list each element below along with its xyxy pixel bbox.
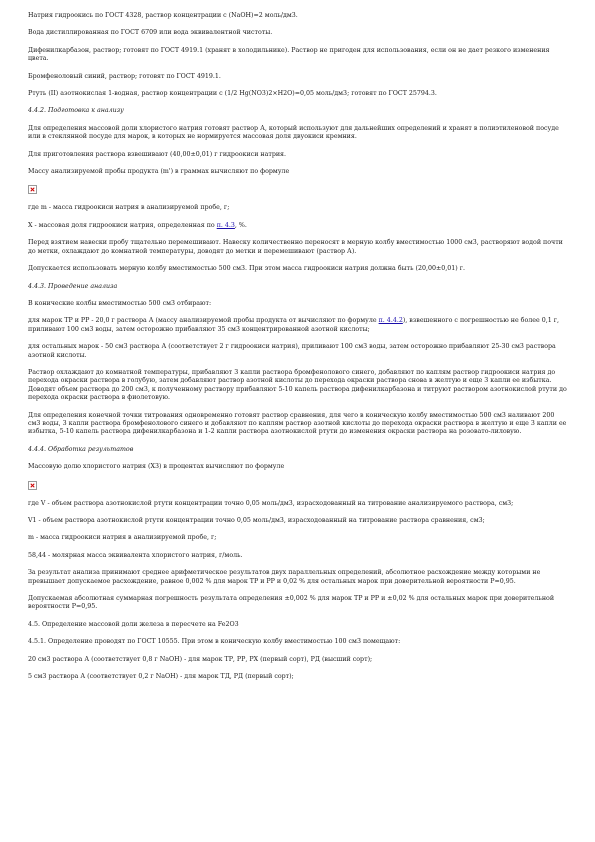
text-span: , %.: [234, 221, 247, 229]
paragraph-titration: Раствор охлаждают до комнатной температуры, прибавляют 3 капли раствора бромфенолового синего, добавляют по каплям раствор гидроокиси натрия до перехода окраски раствора в голубую, затем добавляют раствор азотной кислоты до перехода окраски раствора снова в желтую и еще 3 капли ее избытка. Доводят объем раствора до 200 см3, к полученному раствору прибавляют 5-10 капель раствора дифенилкарбазона и титруют раствором азотнокислой ртути до перехода окраски раствора в фиолетовую.: [28, 368, 567, 402]
section-heading-4-5: 4.5. Определение массовой доли железа в пересчете на Fe2O3: [28, 620, 239, 628]
text-span: для марок ТР и РР - 20,0 г раствора А (массу анализируемой пробы продукта от вычисляют по формуле: [28, 317, 379, 325]
paragraph-where-x: [28, 222, 567, 230]
paragraph-reagent-bromophenol: Бромфеноловый синий, раствор; готовят по ГОСТ 4919.1.: [28, 72, 221, 80]
formula-image-icon: [28, 185, 37, 194]
section-heading-4-4-2: 4.4.2. Подготовка к анализу: [28, 107, 124, 115]
section-heading-4-4-3: 4.4.3. Проведение анализа: [28, 282, 118, 290]
paragraph-where-v: где V - объем раствора азотнокислой ртути концентрации точно 0,05 моль/дм3, израсходованный на титрование анализируемого раствора, см3;: [28, 499, 514, 507]
paragraph-reagent-mercury: Ртуть (II) азотнокислая 1-водная, раствор концентрации с (1/2 Hg(NO3)2×H2O)=0,05 моль/дм3; готовят по ГОСТ 25794.3.: [28, 90, 437, 98]
paragraph-where-m2: m - масса гидроокиси натрия в анализируемой пробе, г;: [28, 534, 217, 542]
section-link-4-4-2[interactable]: п. 4.4.2: [378, 317, 403, 325]
paragraph-flask-500: Допускается использовать мерную колбу вместимостью 500 см3. При этом масса гидроокиси натрия должна быть (20,00±0,01) г.: [28, 265, 466, 273]
paragraph-reagent-naoh: Натрия гидроокись по ГОСТ 4328, раствор концентрации с (NaOH)=2 моль/дм3.: [28, 12, 298, 19]
paragraph-where-m: где m - масса гидроокиси натрия в анализируемой пробе, г;: [28, 204, 230, 212]
paragraph-molar-mass: 58,44 - молярная масса эквивалента хлористого натрия, г/моль.: [28, 551, 243, 559]
formula-image-icon: [28, 481, 37, 490]
paragraph-conical-flasks: В конические колбы вместимостью 500 см3 отбирают:: [28, 299, 212, 307]
paragraph-result: За результат анализа принимают среднее арифметическое результатов двух параллельных определений, абсолютное расхождение между которыми не превышает допускаемое расхождение, равное 0,002 % для марок ТР и РР и 0,02 % для остальных марок при доверительной вероятности Р=0,95.: [28, 569, 541, 585]
paragraph-mixing: Перед взятием навески пробу тщательно перемешивают. Навеску количественно переносят в мерную колбу вместимостью 1000 см3, растворяют водой почти до метки, охлаждают до комнатной температуры, доводят до метки и перемешивают (раствор А).: [28, 239, 563, 255]
paragraph-reagent-diphenylcarbazone: Дифенилкарбазон, раствор; готовят по ГОСТ 4919.1 (хранят в холодильнике). Раствор не пригоден для использования, если он не дает резкого изменения цвета.: [28, 46, 550, 63]
paragraph-where-v1: V1 - объем раствора азотнокислой ртути концентрации точно 0,05 моль/дм3, израсходованный на титрование раствора сравнения, см3;: [28, 517, 485, 524]
paragraph-error: Допускаемая абсолютная суммарная погрешность результата определения ±0,002 % для марок ТР и РР и ±0,02 % для остальных марок при доверительной вероятности Р=0,95.: [28, 595, 555, 611]
paragraph-5cm3: 5 см3 раствора А (соответствует 0,2 г NaOH) - для марок ТД, РД (первый сорт);: [28, 673, 294, 681]
paragraph-weigh: Для приготовления раствора взвешивают (40,00±0,01) г гидроокиси натрия.: [28, 150, 287, 158]
text-span: X - массовая доля гидроокиси натрия, определенная по: [28, 221, 217, 229]
paragraph-other-grades: для остальных марок - 50 см3 раствора А (соответствует 2 г гидроокиси натрия), приливают 100 см3 воды, затем осторожно прибавляют 25-30 см3 раствора азотной кислоты.: [28, 343, 556, 359]
section-link-4-3[interactable]: п. 4.3: [216, 221, 235, 229]
paragraph-nacl-formula-intro: Массовую долю хлористого натрия (X3) в процентах вычисляют по формуле: [28, 463, 285, 471]
paragraph-endpoint: Для определения конечной точки титрования одновременно готовят раствор сравнения, для чего в коническую колбу вместимостью 500 см3 наливают 200 см3 воды, 3 капли раствора бромфенолового синего и добавляют по каплям раствор азотной кислоты до перехода окраски раствора в желтую и еще 3 капли ее избытка, 5-10 капель раствора дифенилкарбазона и 1-2 капли раствора азотнокислой ртути до изменения окраски раствора на розовато-лиловую.: [28, 411, 567, 436]
section-heading-4-4-4: 4.4.4. Обработка результатов: [28, 445, 134, 453]
paragraph-20cm3: 20 см3 раствора А (соответствует 0,8 г NaOH) - для марок ТР, РР, РХ (первый сорт), РД (высший сорт);: [28, 655, 373, 663]
paragraph-sample-mass-formula-intro: Массу анализируемой пробы продукта (m') в граммах вычисляют по формуле: [28, 168, 290, 176]
paragraph-solution-a: Для определения массовой доли хлористого натрия готовят раствор А, который используют для дальнейших определений и хранят в полиэтиленовой посуде или в стеклянной посуде для марок, в которых не нормируется массовая доля двуокиси кремния.: [28, 124, 559, 141]
text-span: ), взвешенного с погрешностью не более 0,1 г, приливают 100 см3 воды, затем осторожно прибавляют 35 см3 концентрированной азотной кислоты;: [28, 317, 560, 333]
paragraph-4-5-1: 4.5.1. Определение проводят по ГОСТ 10555. При этом в коническую колбу вместимостью 100 см3 помещают:: [28, 638, 401, 646]
paragraph-reagent-water: Вода дистиллированная по ГОСТ 6709 или вода эквивалентной чистоты.: [28, 29, 273, 37]
paragraph-tr-rr: [28, 317, 567, 334]
